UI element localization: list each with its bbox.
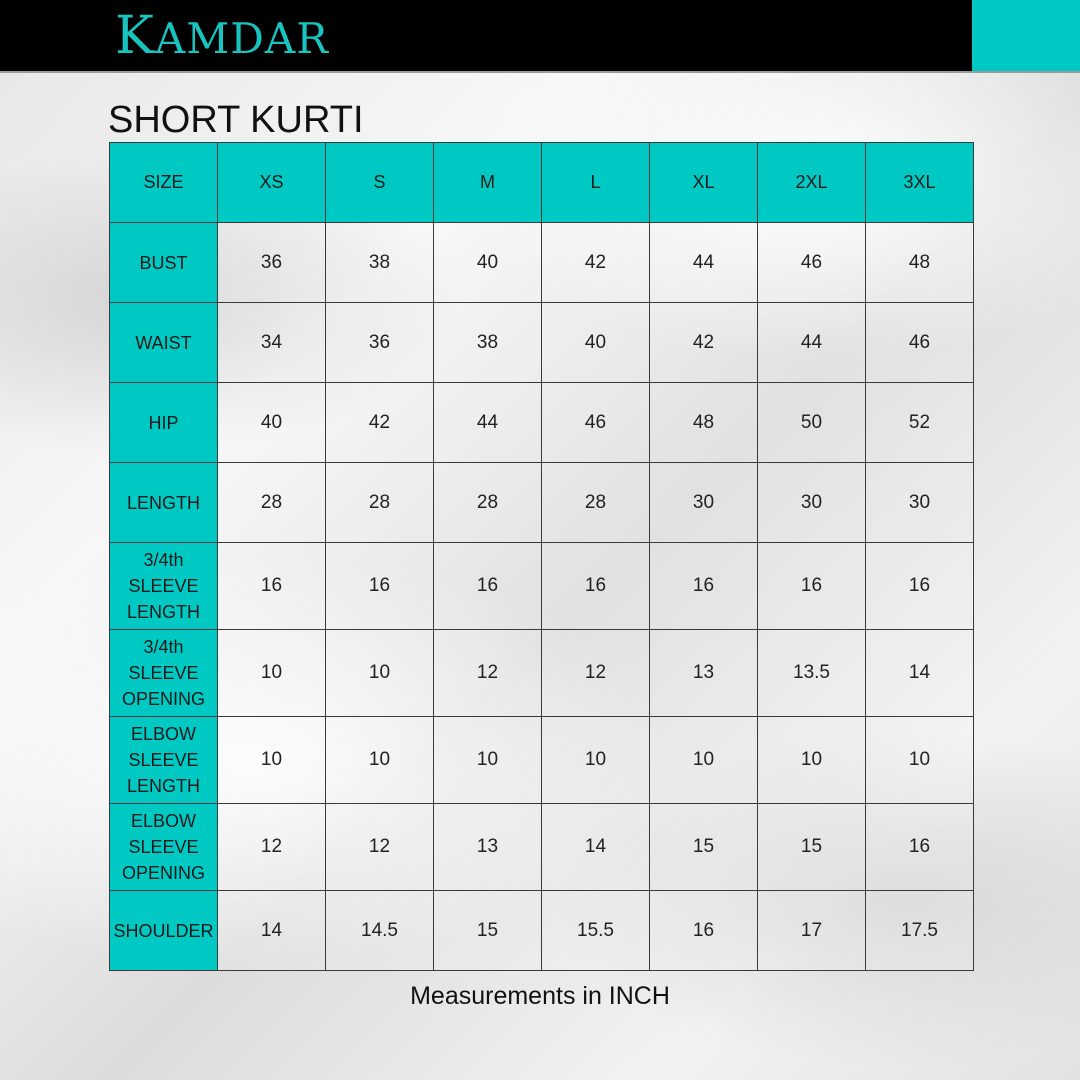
measurement-value: 16 [218, 543, 326, 630]
table-row [110, 463, 974, 543]
measurement-label-line: BUST [139, 252, 188, 273]
measurement-value: 16 [434, 543, 542, 630]
measurement-value: 15 [758, 804, 866, 891]
measurement-value: 10 [650, 717, 758, 804]
measurement-label [110, 383, 218, 463]
measurement-value: 17 [758, 891, 866, 971]
measurement-value: 12 [434, 630, 542, 717]
table-row [110, 543, 974, 630]
measurement-value: 16 [650, 891, 758, 971]
measurement-value: 44 [650, 223, 758, 303]
measurement-label-line: OPENING [121, 689, 205, 709]
measurement-value: 36 [218, 223, 326, 303]
measurement-value: 40 [434, 223, 542, 303]
measurement-value: 46 [542, 383, 650, 463]
measurement-label [110, 463, 218, 543]
measurement-value: 28 [434, 463, 542, 543]
measurement-value: 15 [434, 891, 542, 971]
measurement-value: 44 [434, 383, 542, 463]
table-body [110, 223, 974, 971]
measurement-label-line: SLEEVE [128, 663, 199, 683]
measurement-value: 10 [542, 717, 650, 804]
measurement-value: 10 [434, 717, 542, 804]
size-chart-table [109, 142, 974, 971]
table-row [110, 223, 974, 303]
measurement-value: 14 [542, 804, 650, 891]
brand-logo [115, 6, 329, 69]
size-column-header: L [542, 143, 650, 223]
measurement-label-line: HIP [148, 412, 179, 433]
measurement-value: 13 [434, 804, 542, 891]
measurement-value: 48 [866, 223, 974, 303]
measurement-value: 44 [758, 303, 866, 383]
measurement-value: 15 [650, 804, 758, 891]
measurement-value: 34 [218, 303, 326, 383]
measurement-value: 14.5 [326, 891, 434, 971]
measurement-value: 28 [218, 463, 326, 543]
brand-initial: K [115, 6, 155, 66]
measurement-value: 40 [542, 303, 650, 383]
table-row [110, 303, 974, 383]
measurement-label-line: WAIST [135, 332, 192, 353]
measurement-label-line: SHOULDER [113, 920, 214, 941]
measurement-value: 42 [326, 383, 434, 463]
measurement-label-line: SLEEVE [128, 576, 199, 596]
measurement-value: 16 [650, 543, 758, 630]
size-column-header: 2XL [758, 143, 866, 223]
header-bar [0, 0, 1080, 73]
measurement-value: 42 [542, 223, 650, 303]
measurement-label [110, 543, 218, 630]
measurement-label-line: 3/4th [143, 637, 184, 657]
size-column-header: 3XL [866, 143, 974, 223]
size-header-cell: SIZE [110, 143, 218, 223]
measurement-value: 42 [650, 303, 758, 383]
measurement-value: 36 [326, 303, 434, 383]
measurement-label-line: SLEEVE [128, 750, 199, 770]
table-header-row [110, 143, 974, 223]
measurement-label-line: OPENING [121, 863, 205, 883]
measurement-value: 28 [326, 463, 434, 543]
measurement-value: 15.5 [542, 891, 650, 971]
measurement-label [110, 223, 218, 303]
measurement-label [110, 891, 218, 971]
measurement-value: 13.5 [758, 630, 866, 717]
measurement-value: 40 [218, 383, 326, 463]
measurement-value: 12 [542, 630, 650, 717]
measurement-value: 12 [218, 804, 326, 891]
measurement-value: 10 [758, 717, 866, 804]
measurement-value: 10 [326, 717, 434, 804]
measurement-label [110, 630, 218, 717]
brand-rest: AMDAR [154, 14, 329, 63]
measurement-value: 48 [650, 383, 758, 463]
measurement-value: 10 [866, 717, 974, 804]
measurement-value: 14 [866, 630, 974, 717]
measurement-label-line: ELBOW [130, 811, 196, 831]
measurement-label [110, 303, 218, 383]
measurement-label-line: SLEEVE [128, 837, 199, 857]
measurement-value: 50 [758, 383, 866, 463]
size-column-header: M [434, 143, 542, 223]
measurement-value: 10 [218, 630, 326, 717]
measurement-value: 46 [758, 223, 866, 303]
measurement-label-line: LENGTH [126, 602, 200, 622]
table-row [110, 717, 974, 804]
measurement-value: 10 [326, 630, 434, 717]
measurement-value: 38 [326, 223, 434, 303]
measurement-value: 13 [650, 630, 758, 717]
header-accent-block [972, 0, 1080, 71]
table-row [110, 804, 974, 891]
measurement-value: 38 [434, 303, 542, 383]
measurement-label [110, 717, 218, 804]
measurement-value: 16 [542, 543, 650, 630]
measurement-value: 30 [650, 463, 758, 543]
measurement-value: 16 [326, 543, 434, 630]
table-row [110, 891, 974, 971]
measurement-label-line: LENGTH [126, 492, 200, 513]
measurement-value: 14 [218, 891, 326, 971]
measurement-value: 12 [326, 804, 434, 891]
measurement-label-line: 3/4th [143, 550, 184, 570]
size-column-header: XS [218, 143, 326, 223]
measurement-value: 17.5 [866, 891, 974, 971]
measurement-label-line: ELBOW [130, 724, 196, 744]
measurement-value: 10 [218, 717, 326, 804]
size-column-header: XL [650, 143, 758, 223]
measurement-value: 16 [866, 543, 974, 630]
table-row [110, 630, 974, 717]
measurement-value: 46 [866, 303, 974, 383]
measurement-label [110, 804, 218, 891]
size-column-header: S [326, 143, 434, 223]
measurement-value: 30 [758, 463, 866, 543]
measurement-value: 16 [866, 804, 974, 891]
measurement-value: 28 [542, 463, 650, 543]
measurement-label-line: LENGTH [126, 776, 200, 796]
measurement-value: 30 [866, 463, 974, 543]
measurement-value: 52 [866, 383, 974, 463]
measurement-value: 16 [758, 543, 866, 630]
page-title: SHORT KURTI [108, 99, 364, 141]
measurement-unit-note: Measurements in INCH [410, 982, 670, 1010]
table-row [110, 383, 974, 463]
